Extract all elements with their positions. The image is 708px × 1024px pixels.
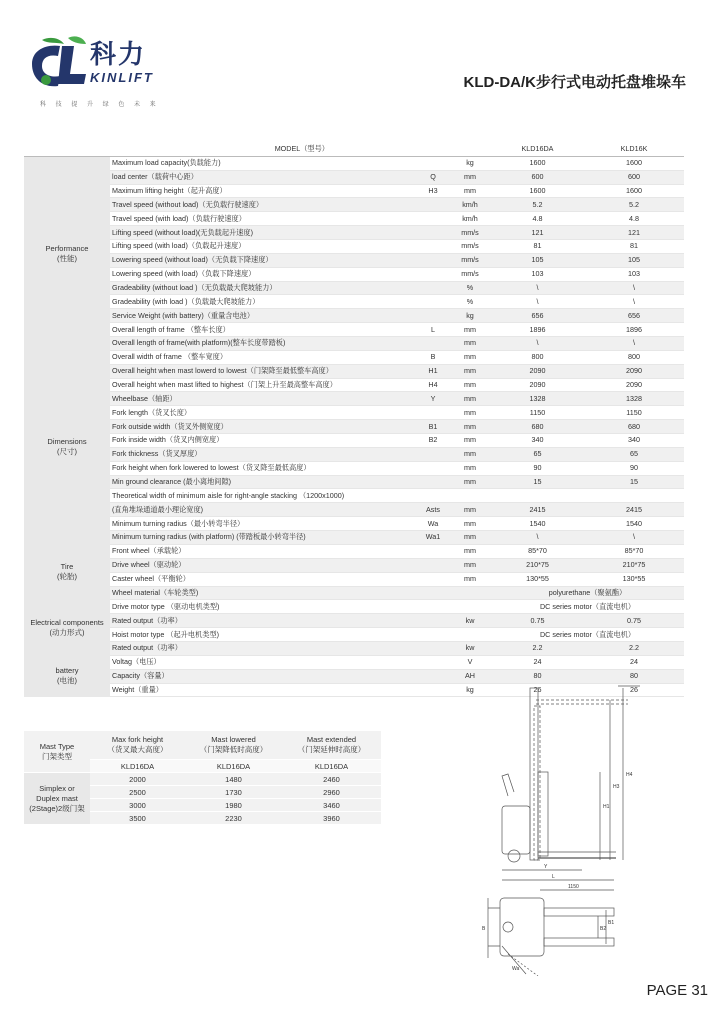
spec-label: Fork length（货叉长度） [110,406,417,420]
spec-unit: kg [449,683,491,697]
spec-label: Drive wheel（驱动轮） [110,558,417,572]
spec-label: Lifting speed (with load)（负载起升速度） [110,240,417,254]
spec-unit: kw [449,641,491,655]
dim-label-h3: H3 [613,784,620,790]
spec-value-kld16da: 65 [491,447,584,461]
mast-value: 1730 [185,786,282,799]
spec-value-kld16da: 600 [491,170,584,184]
spec-value-kld16da: 121 [491,226,584,240]
spec-value-kld16k: 800 [584,350,684,364]
spec-row [24,628,684,642]
spec-label: Fork outside width（货叉外侧宽度） [110,420,417,434]
spec-code [417,586,449,600]
spec-code [417,267,449,281]
spec-code [417,475,449,489]
mast-column-header: Max fork height （货叉最大高度） [90,731,185,760]
spec-label: Travel speed (with load)（负载行驶速度） [110,212,417,226]
spec-label: Overall length of frame （整车长度） [110,323,417,337]
spec-row [24,614,684,628]
mast-type-label: Mast Type 门架类型 [24,731,90,773]
spec-value-kld16da: 0.75 [491,614,584,628]
spec-unit: mm [449,378,491,392]
spec-row [24,503,684,517]
spec-code [417,572,449,586]
spec-group-label [24,544,110,599]
spec-code [417,461,449,475]
spec-value-merged: DC series motor（直流电机） [491,600,684,614]
spec-row [24,156,684,170]
spec-row [24,572,684,586]
spec-unit: mm [449,461,491,475]
spec-row [24,267,684,281]
spec-value-kld16da: 4.8 [491,212,584,226]
spec-value-kld16da: 656 [491,309,584,323]
spec-value-kld16k: \ [584,531,684,545]
spec-value-kld16k: 26 [584,683,684,697]
spec-value-kld16da: 15 [491,475,584,489]
spec-unit: mm [449,503,491,517]
spec-unit: % [449,281,491,295]
spec-value-kld16k: 1600 [584,156,684,170]
spec-label: Gradeability (with load )（负载最大爬坡能力） [110,295,417,309]
mast-value: 2000 [90,773,185,786]
spec-code [417,281,449,295]
spec-label: Overall height when mast lowerd to lowest（门架降至最低整车高度） [110,364,417,378]
spec-label: Weight（重量） [110,683,417,697]
spec-value-kld16k: 130*55 [584,572,684,586]
spec-code [417,447,449,461]
spec-value-kld16k: 80 [584,669,684,683]
spec-row [24,350,684,364]
spec-value-merged: DC series motor（直流电机） [491,628,684,642]
spec-code: Wa1 [417,531,449,545]
spec-code [417,226,449,240]
spec-value-kld16k: 15 [584,475,684,489]
spec-unit: mm [449,323,491,337]
spec-unit: mm [449,350,491,364]
spec-value-kld16k: 2090 [584,364,684,378]
mast-model-name: KLD16DA [185,760,282,773]
spec-label: Min ground clearance (最小离地间隙) [110,475,417,489]
spec-unit: kw [449,614,491,628]
spec-body [24,156,684,697]
spec-value-kld16k: \ [584,295,684,309]
spec-unit: mm [449,170,491,184]
spec-unit: mm/s [449,253,491,267]
spec-code [417,198,449,212]
dim-label-l: L [552,874,555,880]
spec-row [24,461,684,475]
spec-label: Service Weight (with battery)（重量含电池） [110,309,417,323]
mast-value: 1480 [185,773,282,786]
dim-label-wa: Wa [512,966,520,972]
spec-value-merged: polyurethane（聚氨酯） [491,586,684,600]
spec-group-label [24,350,110,544]
spec-row [24,240,684,254]
spec-value-kld16k [584,489,684,503]
spec-label: Lowering speed (with load)（负载下降速度） [110,267,417,281]
spec-unit [449,600,491,614]
spec-unit: AH [449,669,491,683]
spec-unit: km/h [449,198,491,212]
spec-value-kld16k: 85*70 [584,544,684,558]
spec-code: B [417,350,449,364]
mast-value: 2500 [90,786,185,799]
spec-label: Minimum turning radius (with platform) (带踏板最小转弯半径) [110,531,417,545]
spec-value-kld16k: 121 [584,226,684,240]
spec-row [24,641,684,655]
spec-value-kld16k: 680 [584,420,684,434]
spec-value-kld16da: 5.2 [491,198,584,212]
spec-row [24,434,684,448]
spec-label: Lifting speed (without load)(无负载起升速度) [110,226,417,240]
spec-value-kld16da: 80 [491,669,584,683]
mast-column-header: Mast extended （门架延伸时高度） [282,731,381,760]
spec-value-kld16k: 1150 [584,406,684,420]
spec-row [24,281,684,295]
spec-value-kld16da: 105 [491,253,584,267]
spec-value-kld16da: 210*75 [491,558,584,572]
spec-value-kld16da: 24 [491,655,584,669]
spec-unit: mm [449,406,491,420]
spec-value-kld16k: 656 [584,309,684,323]
spec-unit: mm [449,434,491,448]
spec-value-kld16da: 81 [491,240,584,254]
spec-group-name-en: battery [55,666,79,676]
spec-unit: mm/s [449,226,491,240]
spec-value-kld16da: 1328 [491,392,584,406]
spec-table [24,143,684,697]
spec-code [417,600,449,614]
spec-unit: mm [449,558,491,572]
spec-code [417,212,449,226]
spec-code [417,156,449,170]
spec-group-name-cn: (电池) [57,676,77,686]
spec-row [24,337,684,351]
spec-code: B1 [417,420,449,434]
spec-header-row [24,143,684,156]
spec-row [24,309,684,323]
spec-value-kld16da: 130*55 [491,572,584,586]
spec-value-kld16da: 2090 [491,378,584,392]
spec-value-kld16k: 1328 [584,392,684,406]
spec-label: Capacity（容量） [110,669,417,683]
spec-code [417,544,449,558]
spec-unit: mm [449,337,491,351]
spec-unit: mm [449,544,491,558]
mast-value: 2960 [282,786,381,799]
brand-name-cn: 科力 [90,40,147,70]
spec-group-label [24,655,110,697]
mast-model-name: KLD16DA [90,760,185,773]
spec-code: L [417,323,449,337]
spec-unit: mm [449,364,491,378]
spec-code: H3 [417,184,449,198]
mast-group-label: Simplex or Duplex mast (2Stage)2级门架 [24,773,90,825]
model-name: KLD16K [584,143,684,156]
spec-row [24,558,684,572]
spec-label: Caster wheel（平衡轮） [110,572,417,586]
spec-label: Minimum turning radius（最小转弯半径） [110,517,417,531]
spec-value-kld16da: 90 [491,461,584,475]
spec-value-kld16k: 1600 [584,184,684,198]
spec-unit: mm [449,184,491,198]
spec-value-kld16k: 1896 [584,323,684,337]
spec-code: B2 [417,434,449,448]
spec-value-kld16k: \ [584,337,684,351]
spec-code [417,655,449,669]
spec-unit: mm [449,572,491,586]
mast-value: 2460 [282,773,381,786]
spec-label: Wheel material（车轮类型) [110,586,417,600]
spec-label: Voltag（电压） [110,655,417,669]
spec-unit: mm [449,447,491,461]
spec-unit: mm/s [449,267,491,281]
spec-group-name-cn: (性能) [57,253,77,263]
spec-value-kld16k: 1540 [584,517,684,531]
spec-row [24,544,684,558]
spec-row [24,295,684,309]
spec-unit: kg [449,156,491,170]
spec-value-kld16da: 1896 [491,323,584,337]
spec-label: Front wheel（承载轮） [110,544,417,558]
spec-unit: % [449,295,491,309]
spec-unit: mm [449,392,491,406]
spec-value-kld16da: \ [491,295,584,309]
spec-group-name-en: Performance [45,243,89,253]
spec-row [24,364,684,378]
spec-label: Overall height when mast lifted to highest（门架上升至最高整车高度） [110,378,417,392]
model-name: KLD16DA [491,143,584,156]
spec-group-name-cn: (轮胎) [57,572,77,582]
spec-label: Gradeability (without load )（无负载最大爬坡能力） [110,281,417,295]
spec-value-kld16k: 103 [584,267,684,281]
spec-label: Rated output（功率） [110,641,417,655]
spec-value-kld16da: \ [491,281,584,295]
mast-value: 1980 [185,799,282,812]
spec-code [417,683,449,697]
spec-row [24,198,684,212]
spec-code [417,309,449,323]
mast-header-row [24,731,381,760]
spec-label: Overall length of frame(with platform)(整车长度带踏板) [110,337,417,351]
dim-label-b2: B2 [600,926,607,932]
spec-code: Y [417,392,449,406]
model-header: MODEL（型号） [110,143,449,156]
spec-code [417,489,449,503]
spec-label: Drive motor type （驱动电机类型) [110,600,417,614]
spec-value-kld16da: \ [491,531,584,545]
page-title: KLD-DA/K步行式电动托盘堆垛车 [463,74,686,91]
spec-code [417,295,449,309]
spec-group-name-en: Tire [60,562,74,572]
spec-value-kld16k: 2415 [584,503,684,517]
spec-label: Rated output（功率） [110,614,417,628]
dim-label-b: B [482,926,486,932]
spec-row [24,447,684,461]
spec-value-kld16k: 105 [584,253,684,267]
spec-row [24,406,684,420]
spec-value-kld16da: 680 [491,420,584,434]
mast-row [24,773,381,786]
spec-value-kld16da: 2090 [491,364,584,378]
spec-value-kld16da: \ [491,337,584,351]
spec-code [417,240,449,254]
spec-label: Maximum load capacity(负载能力) [110,156,417,170]
spec-unit: mm [449,531,491,545]
spec-code [417,337,449,351]
spec-group-label [24,600,110,655]
spec-unit: mm [449,517,491,531]
spec-row [24,323,684,337]
spec-row [24,517,684,531]
mast-model-name: KLD16DA [282,760,381,773]
spec-value-kld16da: 103 [491,267,584,281]
spec-row [24,170,684,184]
mast-value: 3500 [90,812,185,825]
spec-unit [449,489,491,503]
spec-row [24,586,684,600]
spec-group-label [24,156,110,350]
spec-row [24,184,684,198]
spec-code [417,558,449,572]
spec-label: Hoist motor type （起升电机类型) [110,628,417,642]
spec-label: Theoretical width of minimum aisle for right-angle stacking （1200x1000) [110,489,417,503]
spec-value-kld16da: 1150 [491,406,584,420]
stacker-technical-drawing [478,676,688,976]
spec-label: Wheelbase（轴距） [110,392,417,406]
spec-group-name-cn: (尺寸) [57,447,77,457]
page-number: PAGE 31 [646,982,708,999]
spec-row [24,378,684,392]
spec-unit: V [449,655,491,669]
mast-body [24,731,381,825]
spec-code: H4 [417,378,449,392]
brand-tagline: 科 技 提 升 绿 色 未 来 [40,102,160,108]
spec-value-kld16da: 340 [491,434,584,448]
dim-label-h1: H1 [603,804,610,810]
dim-label-fork: 1150 [568,884,579,890]
spec-code [417,641,449,655]
spec-code [417,614,449,628]
spec-row [24,531,684,545]
spec-label: Overall width of frame （整车宽度） [110,350,417,364]
spec-unit: mm [449,475,491,489]
spec-code [417,628,449,642]
spec-value-kld16k: 210*75 [584,558,684,572]
spec-row [24,420,684,434]
spec-label: Maximum lifting height（起升高度） [110,184,417,198]
spec-row [24,475,684,489]
spec-group-name-en: Electrical components [30,617,104,627]
spec-label: (直角堆垛通道最小理论宽度) [110,503,417,517]
spec-unit: mm/s [449,240,491,254]
spec-code [417,253,449,267]
mast-value: 2230 [185,812,282,825]
spec-code [417,669,449,683]
spec-value-kld16da: 1540 [491,517,584,531]
spec-value-kld16k: 90 [584,461,684,475]
spec-label: Lowering speed (without load)（无负载下降速度） [110,253,417,267]
spec-value-kld16k: 5.2 [584,198,684,212]
spec-row [24,392,684,406]
mast-column-header: Mast lowered （门架降低时高度） [185,731,282,760]
spec-value-kld16k: 340 [584,434,684,448]
spec-value-kld16da: 800 [491,350,584,364]
spec-row [24,226,684,240]
spec-row [24,600,684,614]
spec-value-kld16k: 24 [584,655,684,669]
spec-value-kld16k: 81 [584,240,684,254]
spec-unit: kg [449,309,491,323]
spec-unit: km/h [449,212,491,226]
spec-value-kld16k: 65 [584,447,684,461]
spec-row [24,655,684,669]
spec-label: Travel speed (without load)（无负载行驶速度） [110,198,417,212]
spec-label: Fork height when fork lowered to lowest（货叉降至最低高度） [110,461,417,475]
spec-value-kld16k: 4.8 [584,212,684,226]
spec-unit [449,586,491,600]
mast-value: 3960 [282,812,381,825]
spec-value-kld16da: 85*70 [491,544,584,558]
spec-value-kld16k: 2.2 [584,641,684,655]
spec-value-kld16k: \ [584,281,684,295]
spec-value-kld16da: 2415 [491,503,584,517]
spec-value-kld16da: 2.2 [491,641,584,655]
spec-label: Fork inside width（货叉内侧宽度） [110,434,417,448]
spec-value-kld16k: 2090 [584,378,684,392]
spec-unit [449,628,491,642]
spec-code: Q [417,170,449,184]
brand-name-en: KINLIFT [90,70,154,85]
spec-row [24,212,684,226]
spec-value-kld16da [491,489,584,503]
spec-label: load center（载荷中心距） [110,170,417,184]
spec-value-kld16k: 600 [584,170,684,184]
spec-value-kld16k: 0.75 [584,614,684,628]
dim-label-b1: B1 [608,920,615,926]
spec-value-kld16da: 26 [491,683,584,697]
spec-group-name-cn: (动力形式) [49,627,85,637]
mast-table [24,731,381,825]
spec-unit: mm [449,420,491,434]
spec-code: Wa [417,517,449,531]
spec-value-kld16da: 1600 [491,156,584,170]
spec-label: Fork thickness（货叉厚度） [110,447,417,461]
spec-code: Asts [417,503,449,517]
spec-code [417,406,449,420]
dim-label-y: Y [544,864,548,870]
dim-label-h4: H4 [626,772,633,778]
spec-group-name-en: Dimensions [47,437,87,447]
spec-value-kld16da: 1600 [491,184,584,198]
mast-value: 3460 [282,799,381,812]
spec-row [24,489,684,503]
spec-row [24,253,684,267]
spec-code: H1 [417,364,449,378]
mast-value: 3000 [90,799,185,812]
